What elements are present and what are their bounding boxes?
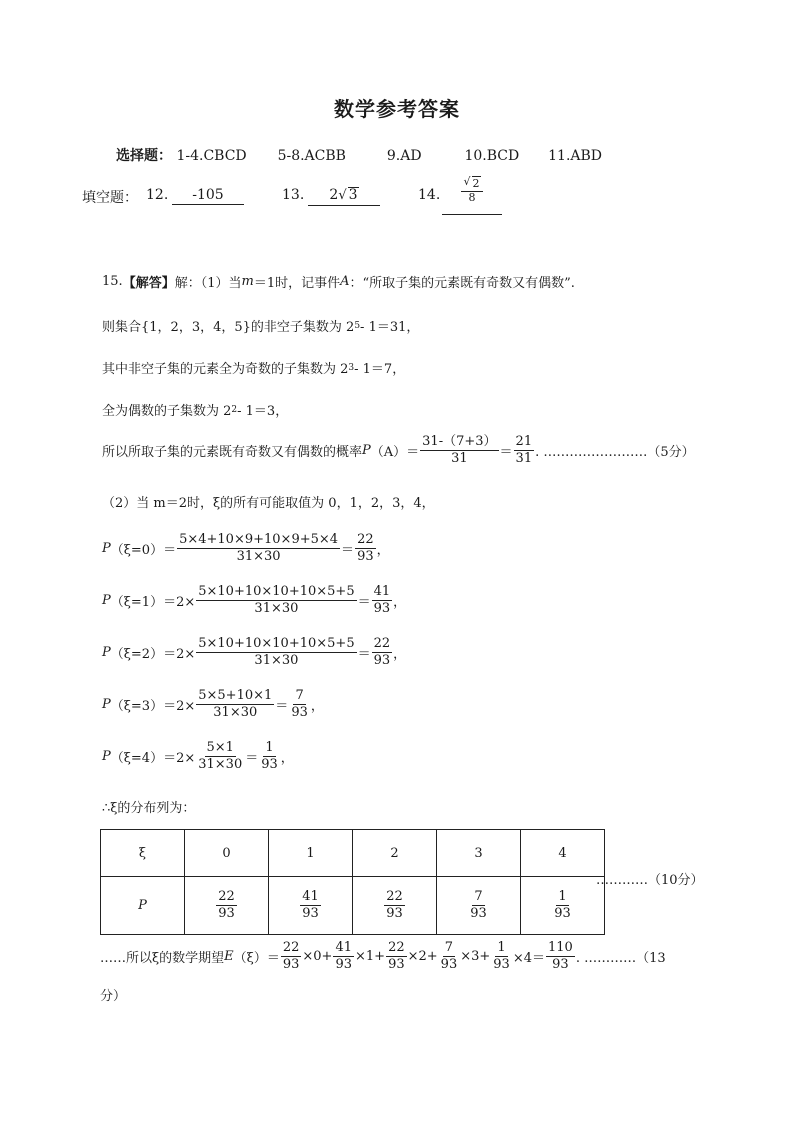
text: ， — [280, 751, 294, 766]
numerator: 22 — [373, 636, 391, 651]
text: ＝ — [275, 699, 289, 714]
fill-q13: 13. — [282, 187, 305, 203]
lhs: （ξ=2）＝2× — [110, 647, 196, 662]
table-row — [101, 830, 605, 877]
prob-row-1: P （ξ=1）＝2× $\frac{5\times 10+10\times 10+10\times 5+5}{31\times 30}$ ＝ $\frac{41}{93}$ ， — [102, 584, 407, 616]
numerator: 22 — [386, 889, 403, 904]
numerator: 5×10+10×10+10×5+5 — [198, 636, 355, 651]
text: 则集合{1，2，3，4，5}的非空子集数为 2 — [102, 320, 355, 335]
exponent: 5 — [354, 320, 361, 331]
denominator: 93 — [554, 906, 571, 921]
fill-answer-13 — [308, 186, 380, 206]
text: ×0+ — [302, 949, 333, 964]
answer-tag: 【解答】 — [122, 276, 175, 291]
denominator: 93 — [493, 957, 510, 972]
numerator: 22 — [388, 940, 405, 955]
denominator: 93 — [302, 906, 319, 921]
text: ＝ — [357, 647, 371, 662]
denominator: 31×30 — [213, 705, 258, 720]
var-m: m — [241, 274, 254, 289]
text: ， — [393, 595, 407, 610]
denominator: 93 — [261, 757, 278, 772]
text: （ξ）＝ — [233, 951, 280, 966]
table-cell: 1 — [269, 830, 353, 877]
text: - 1＝7， — [354, 362, 406, 377]
lhs: （ξ=4）＝2× — [110, 751, 196, 766]
text: - 1＝31， — [360, 320, 420, 335]
fill-answer-14: √ 2 8 — [442, 176, 502, 215]
table-cell — [521, 877, 605, 935]
prob-row-4: P （ξ=4）＝2× $\frac{5\times 1}{31\times 30}$ ＝ $\frac{1}{93}$ ， — [102, 740, 294, 772]
text: ×3+ — [460, 949, 491, 964]
text: - 1＝3， — [237, 404, 289, 419]
table-row — [101, 877, 605, 935]
table-cell — [437, 877, 521, 935]
table-cell — [269, 877, 353, 935]
q15-line4 — [102, 400, 288, 419]
dist-caption: ∴ξ的分布列为： — [102, 801, 196, 816]
var-P: P — [362, 443, 371, 458]
text: 其中非空子集的元素全为奇数的子集数为 2 — [102, 362, 349, 377]
prob-row-2: P （ξ=2）＝2× $\frac{5\times 10+10\times 10+10\times 5+5}{31\times 30}$ ＝ $\frac{22}{93}$ ， — [102, 636, 407, 668]
numerator: 1 — [497, 940, 506, 955]
fill-q12: 12. — [146, 187, 169, 203]
score-text: . ……………………（5分） — [535, 445, 695, 460]
text: ＝ — [245, 751, 259, 766]
choice-answer: 10.BCD — [464, 148, 520, 164]
numerator: 1 — [558, 889, 567, 904]
choice-answer: 1-4.CBCD — [176, 148, 247, 164]
text: 所以所取子集的元素既有奇数又有偶数的概率 — [102, 445, 363, 460]
table-cell: 4 — [521, 830, 605, 877]
table-cell: 3 — [437, 830, 521, 877]
text: ×1+ — [355, 949, 386, 964]
table-cell — [353, 877, 437, 935]
q15-line5 — [102, 434, 695, 467]
coef: 2 — [329, 187, 339, 203]
numerator: 5×5+10×1 — [198, 688, 273, 703]
text: ＝1时，记事件 — [253, 276, 341, 291]
text: ＝ — [357, 595, 371, 610]
choice-answer: 9.AD — [386, 148, 422, 164]
text: ：“所取子集的元素既有奇数又有偶数”. — [349, 276, 575, 291]
text: 全为偶数的子集数为 2 — [102, 404, 232, 419]
numerator: 7 — [295, 688, 304, 703]
denominator: 31 — [515, 451, 533, 466]
choice-answer: 5-8.ACBB — [277, 148, 346, 164]
exponent: 3 — [348, 362, 355, 373]
table-cell: 0 — [185, 830, 269, 877]
denominator: 93 — [386, 906, 403, 921]
text: 解：（1）当 — [174, 276, 242, 291]
numerator: 5×1 — [206, 740, 234, 755]
q15-line2 — [102, 316, 419, 335]
fill-label: 填空题： — [82, 190, 138, 206]
text: ×4＝ — [512, 951, 545, 966]
text: （A）＝ — [370, 445, 420, 460]
numerator: 22 — [282, 940, 300, 955]
denominator: 93 — [388, 957, 405, 972]
sqrt-symbol: √ 3 — [338, 187, 358, 203]
denominator: 31×30 — [198, 757, 243, 772]
denominator: 93 — [291, 705, 308, 720]
choice-answer: 11.ABD — [548, 148, 603, 164]
numerator: 41 — [302, 889, 319, 904]
fill-q14: 14. — [418, 187, 441, 203]
denominator: 8 — [468, 191, 476, 204]
denominator: 93 — [470, 906, 487, 921]
radicand: 2 — [472, 177, 480, 190]
expectation-line — [100, 940, 666, 973]
distribution-table — [100, 829, 605, 935]
numerator: 1 — [265, 740, 274, 755]
exponent: 2 — [231, 404, 238, 415]
denominator: 93 — [440, 957, 458, 972]
lhs: （ξ=1）＝2× — [110, 595, 196, 610]
table-score: …………（10分） — [596, 873, 704, 888]
var-A: A — [340, 274, 350, 289]
text: ， — [393, 647, 407, 662]
var-E: E — [224, 949, 234, 964]
numerator: 22 — [218, 889, 235, 904]
q-number: 15. — [102, 274, 123, 289]
lhs: （ξ=3）＝2× — [110, 699, 196, 714]
denominator: 93 — [335, 957, 352, 972]
denominator: 93 — [373, 653, 391, 668]
denominator: 93 — [373, 601, 391, 616]
table-cell: P — [101, 877, 185, 935]
table-cell: ξ — [101, 830, 185, 877]
text: ， — [376, 543, 390, 558]
lhs: （ξ=0）＝ — [110, 543, 177, 558]
prob-row-3: P （ξ=3）＝2× $\frac{5\times 5+10\times 1}{31\times 30}$ ＝ $\frac{7}{93}$ ， — [102, 688, 324, 720]
numerator: 41 — [335, 940, 352, 955]
radicand: 3 — [348, 187, 358, 203]
numerator: 7 — [444, 940, 454, 955]
numerator: 22 — [357, 532, 374, 547]
text: ， — [310, 699, 324, 714]
denominator: 31×30 — [236, 549, 281, 564]
numerator: 21 — [515, 434, 533, 449]
q15-intro — [102, 272, 575, 291]
prob-row-0: P （ξ=0）＝ $\frac{5\times 4+10\times 9+10\times 9+5\times 4}{31\times 30}$ ＝ $\frac{22}{93}$ ， — [102, 532, 390, 564]
score-text: . …………（13 — [575, 951, 666, 966]
table-cell — [185, 877, 269, 935]
q15-part2: （2）当 m＝2时，ξ的所有可能取值为 0，1，2，3，4， — [102, 496, 435, 511]
denominator: 93 — [552, 957, 569, 972]
text: ＝ — [499, 445, 513, 460]
page-title: 数学参考答案 — [334, 97, 460, 121]
numerator: 41 — [373, 584, 391, 599]
fill-answer-12: -105 — [172, 186, 244, 205]
text: ＝ — [341, 543, 355, 558]
numerator: 5×4+10×9+10×9+5×4 — [179, 532, 339, 547]
numerator: 110 — [548, 940, 573, 955]
score-text-cont: 分） — [100, 989, 127, 1004]
choice-row — [116, 145, 602, 165]
denominator: 93 — [218, 906, 235, 921]
numerator: 7 — [474, 889, 483, 904]
text: ×2+ — [407, 949, 438, 964]
denominator: 93 — [357, 549, 374, 564]
denominator: 31 — [451, 451, 468, 466]
q15-line3 — [102, 358, 405, 377]
choice-label: 选择题： — [116, 148, 172, 164]
table-cell: 2 — [353, 830, 437, 877]
text: ……所以ξ的数学期望 — [100, 951, 225, 966]
denominator: 31×30 — [254, 653, 299, 668]
numerator: 31-（7+3） — [422, 434, 497, 449]
numerator: 5×10+10×10+10×5+5 — [198, 584, 355, 599]
denominator: 31×30 — [254, 601, 299, 616]
denominator: 93 — [282, 957, 300, 972]
